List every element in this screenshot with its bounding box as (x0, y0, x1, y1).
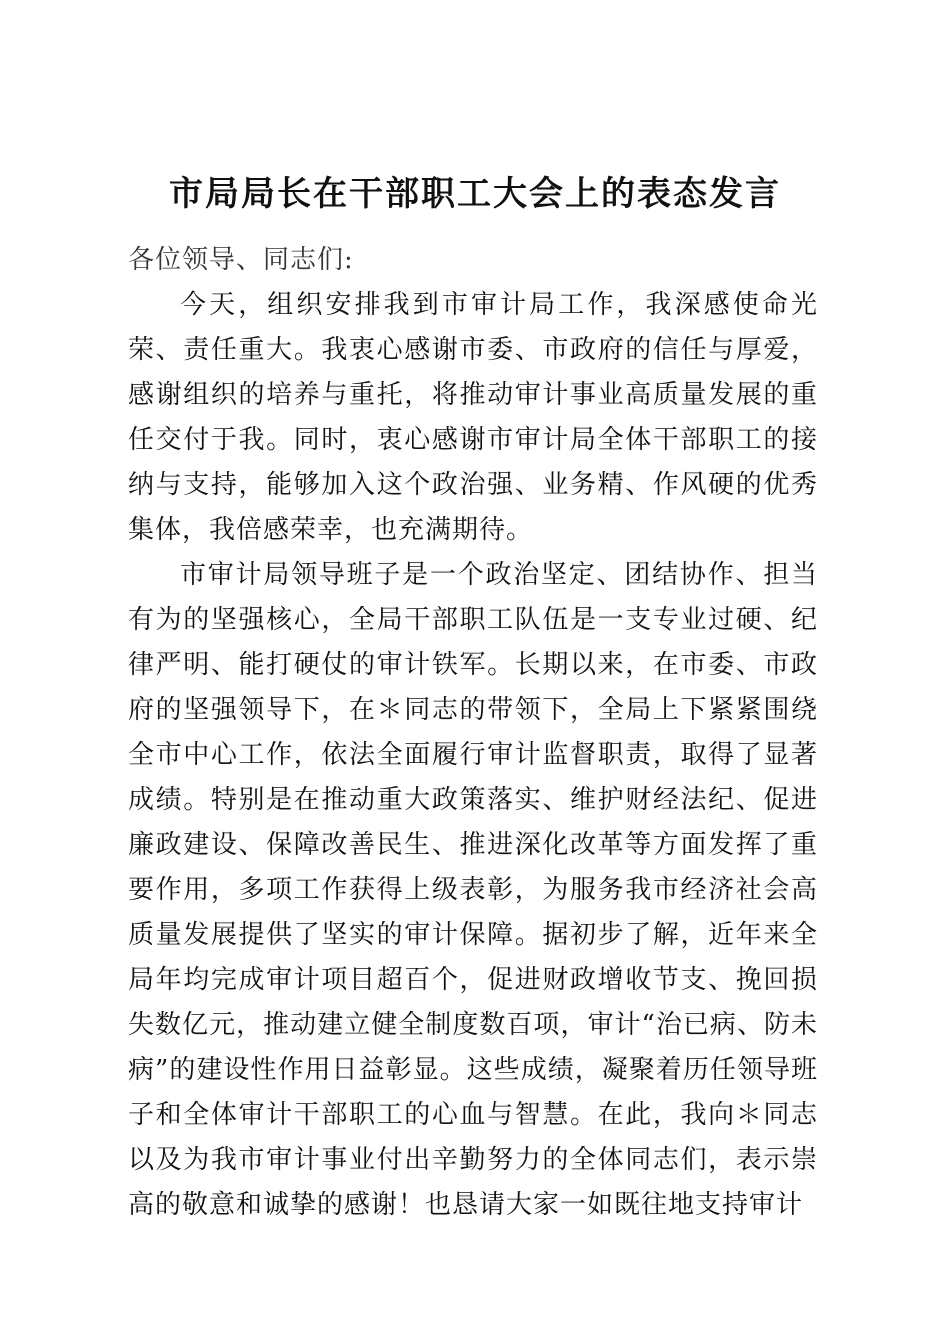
document-body (128, 238, 818, 1228)
salutation: 各位领导、同志们: (128, 245, 354, 275)
paragraph-1: 今天，组织安排我到市审计局工作，我深感使命光荣、责任重大。我衷心感谢市委、市政府的信任与厚爱，感谢组织的培养与重托，将推动审计事业高质量发展的重任交付于我。同时，衷心感谢市审计局全体干部职工的接纳与支持，能够加入这个政治强、业务精、作风硬的优秀集体，我倍感荣幸，也充满期待。 (128, 290, 818, 545)
document-title: 市局局长在干部职工大会上的表态发言 (169, 174, 781, 214)
paragraph-2: 市审计局领导班子是一个政治坚定、团结协作、担当有为的坚强核心，全局干部职工队伍是一支专业过硬、纪律严明、能打硬仗的审计铁军。长期以来，在市委、市政府的坚强领导下，在＊同志的带领下，全局上下紧紧围绕全市中心工作，依法全面履行审计监督职责，取得了显著成绩。特别是在推动重大政策落实、维护财经法纪、促进廉政建设、保障改善民生、推进深化改革等方面发挥了重要作用，多项工作获得上级表彰，为服务我市经济社会高质量发展提供了坚实的审计保障。据初步了解，近年来全局年均完成审计项目超百个，促进财政增收节支、挽回损失数亿元，推动建立健全制度数百项，审计“治已病、防未病”的建设性作用日益彰显。这些成绩，凝聚着历任领导班子和全体审计干部职工的心血与智慧。在此，我向＊同志以及为我市审计事业付出辛勤努力的全体同志们，表示崇高的敬意和诚挚的感谢！也恳请大家一如既往地支持审计 (128, 560, 818, 1220)
